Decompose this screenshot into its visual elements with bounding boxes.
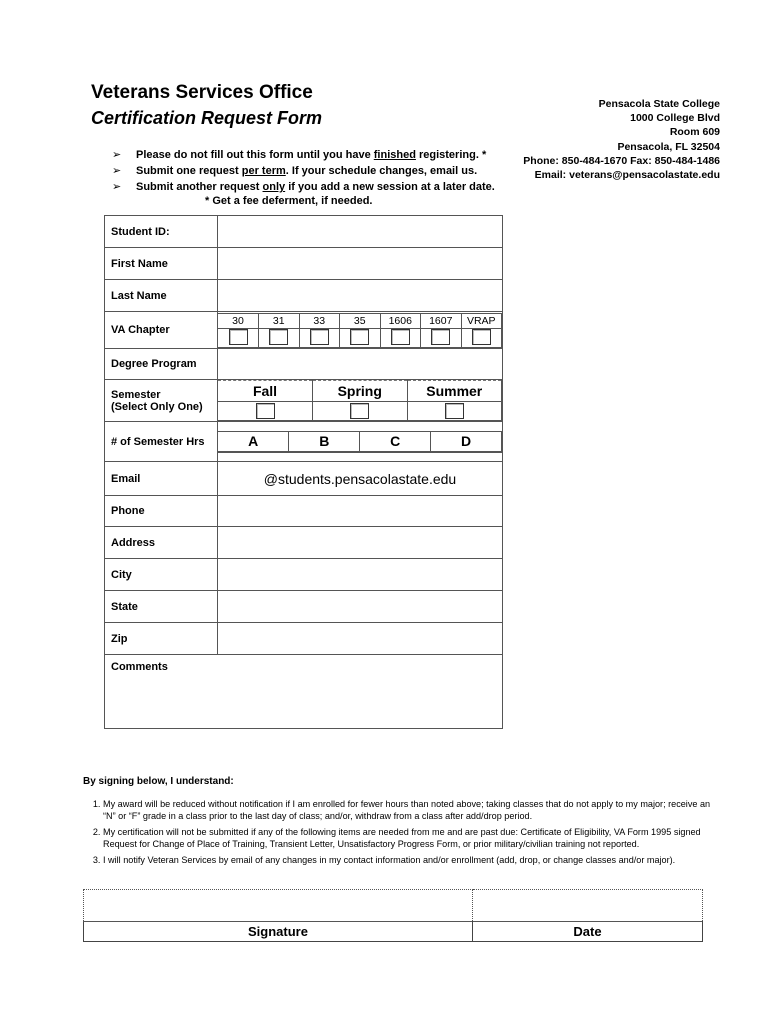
agreement-item: 2. My certification will not be submitted if any of the following items are needed from me and are past due: Certificate of Eligibility, VA Form 1995 signed Request for Change of Place of Training, Transient Letter, Unsatisfactory Progress Form, or prior military/civilian training not reported. bbox=[103, 826, 723, 851]
last-name-label: Last Name bbox=[105, 280, 218, 312]
va-chapter-checkbox[interactable] bbox=[310, 329, 329, 345]
address-phone-fax: Phone: 850-484-1670 Fax: 850-484-1486 bbox=[523, 154, 720, 167]
signature-label: Signature bbox=[84, 922, 473, 942]
va-chapter-option-label: VRAP bbox=[461, 313, 502, 328]
state-label: State bbox=[105, 591, 218, 623]
va-chapter-option-label: 1606 bbox=[380, 313, 421, 328]
hrs-column-c-label: C bbox=[360, 431, 431, 451]
signature-field[interactable] bbox=[84, 890, 473, 922]
address-email: Email: veterans@pensacolastate.edu bbox=[534, 169, 720, 182]
agreement-heading: By signing below, I understand: bbox=[83, 776, 234, 787]
degree-program-label: Degree Program bbox=[105, 349, 218, 380]
city-field[interactable] bbox=[218, 559, 503, 591]
instruction-item: ➢ Submit another request only if you add a new session at a later date. bbox=[112, 181, 495, 193]
hrs-b-field[interactable] bbox=[289, 451, 360, 452]
va-chapter-checkbox[interactable] bbox=[472, 329, 491, 345]
hrs-column-b-label: B bbox=[289, 431, 360, 451]
signature-table bbox=[83, 889, 703, 942]
va-chapter-checkbox[interactable] bbox=[391, 329, 410, 345]
comments-label: Comments bbox=[111, 661, 168, 673]
semester-fall-label: Fall bbox=[218, 381, 313, 402]
hrs-column-a-label: A bbox=[218, 431, 289, 451]
address-field[interactable] bbox=[218, 527, 503, 559]
first-name-label: First Name bbox=[105, 248, 218, 280]
degree-program-field[interactable] bbox=[218, 349, 503, 380]
zip-field[interactable] bbox=[218, 623, 503, 655]
fee-deferment-note: * Get a fee deferment, if needed. bbox=[205, 195, 373, 207]
agreement-list bbox=[83, 798, 723, 869]
va-chapter-checkbox[interactable] bbox=[269, 329, 288, 345]
semester-label: Semester (Select Only One) bbox=[105, 380, 218, 422]
va-chapter-option-label: 1607 bbox=[421, 313, 462, 328]
semester-summer-checkbox[interactable] bbox=[445, 403, 464, 419]
student-id-label: Student ID: bbox=[105, 216, 218, 248]
date-field[interactable] bbox=[473, 890, 703, 922]
college-address-block bbox=[523, 97, 720, 182]
hrs-d-field[interactable] bbox=[431, 451, 502, 452]
zip-label: Zip bbox=[105, 623, 218, 655]
va-chapter-checkbox[interactable] bbox=[431, 329, 450, 345]
agreement-item: 3. I will notify Veteran Services by email of any changes in my contact information and/or enrollment (add, drop, or change classes and/or major). bbox=[103, 854, 723, 866]
state-field[interactable] bbox=[218, 591, 503, 623]
date-label: Date bbox=[473, 922, 703, 942]
request-form-table bbox=[104, 215, 503, 729]
semester-hrs-grid bbox=[218, 422, 503, 462]
semester-spring-label: Spring bbox=[313, 381, 408, 402]
agreement-item: 1. My award will be reduced without notification if I am enrolled for fewer hours than noted above; taking classes that do not apply to my major; receive an “N” or “F” grade in a class prior to the last day of class; and/or, withdraw from a class after add/drop period. bbox=[103, 798, 723, 823]
va-chapter-label: VA Chapter bbox=[105, 312, 218, 349]
city-label: City bbox=[105, 559, 218, 591]
phone-field[interactable] bbox=[218, 496, 503, 527]
semester-spring-checkbox[interactable] bbox=[350, 403, 369, 419]
semester-summer-label: Summer bbox=[407, 381, 502, 402]
form-subtitle: Certification Request Form bbox=[91, 108, 323, 128]
student-id-field[interactable] bbox=[218, 216, 503, 248]
va-chapter-option-label: 31 bbox=[259, 313, 300, 328]
instruction-item: ➢ Please do not fill out this form until you have finished registering. * bbox=[112, 149, 487, 161]
last-name-field[interactable] bbox=[218, 280, 503, 312]
arrow-bullet-icon: ➢ bbox=[112, 149, 122, 161]
va-chapter-option-label: 30 bbox=[218, 313, 259, 328]
address-line: 1000 College Blvd bbox=[630, 112, 720, 125]
hrs-a-field[interactable] bbox=[218, 451, 289, 452]
semester-fall-checkbox[interactable] bbox=[256, 403, 275, 419]
va-chapter-checkbox[interactable] bbox=[350, 329, 369, 345]
va-chapter-options bbox=[218, 312, 503, 349]
email-label: Email bbox=[105, 462, 218, 496]
address-line: Pensacola State College bbox=[598, 98, 720, 110]
instruction-list bbox=[112, 147, 495, 195]
form-title: Veterans Services Office bbox=[91, 82, 313, 103]
phone-label: Phone bbox=[105, 496, 218, 527]
va-chapter-option-label: 33 bbox=[299, 313, 340, 328]
arrow-bullet-icon: ➢ bbox=[112, 165, 122, 177]
hrs-column-d-label: D bbox=[431, 431, 502, 451]
address-line: Room 609 bbox=[669, 126, 720, 139]
va-chapter-checkbox[interactable] bbox=[229, 329, 248, 345]
semester-hrs-label: # of Semester Hrs bbox=[105, 422, 218, 462]
hrs-c-field[interactable] bbox=[360, 451, 431, 452]
address-label: Address bbox=[105, 527, 218, 559]
semester-options bbox=[218, 380, 503, 422]
comments-field[interactable] bbox=[105, 655, 503, 729]
email-field[interactable]: @students.pensacolastate.edu bbox=[218, 462, 503, 496]
address-line: Pensacola, FL 32504 bbox=[617, 140, 720, 153]
va-chapter-option-label: 35 bbox=[340, 313, 381, 328]
first-name-field[interactable] bbox=[218, 248, 503, 280]
arrow-bullet-icon: ➢ bbox=[112, 181, 122, 193]
instruction-item: ➢ Submit one request per term. If your schedule changes, email us. bbox=[112, 165, 478, 177]
